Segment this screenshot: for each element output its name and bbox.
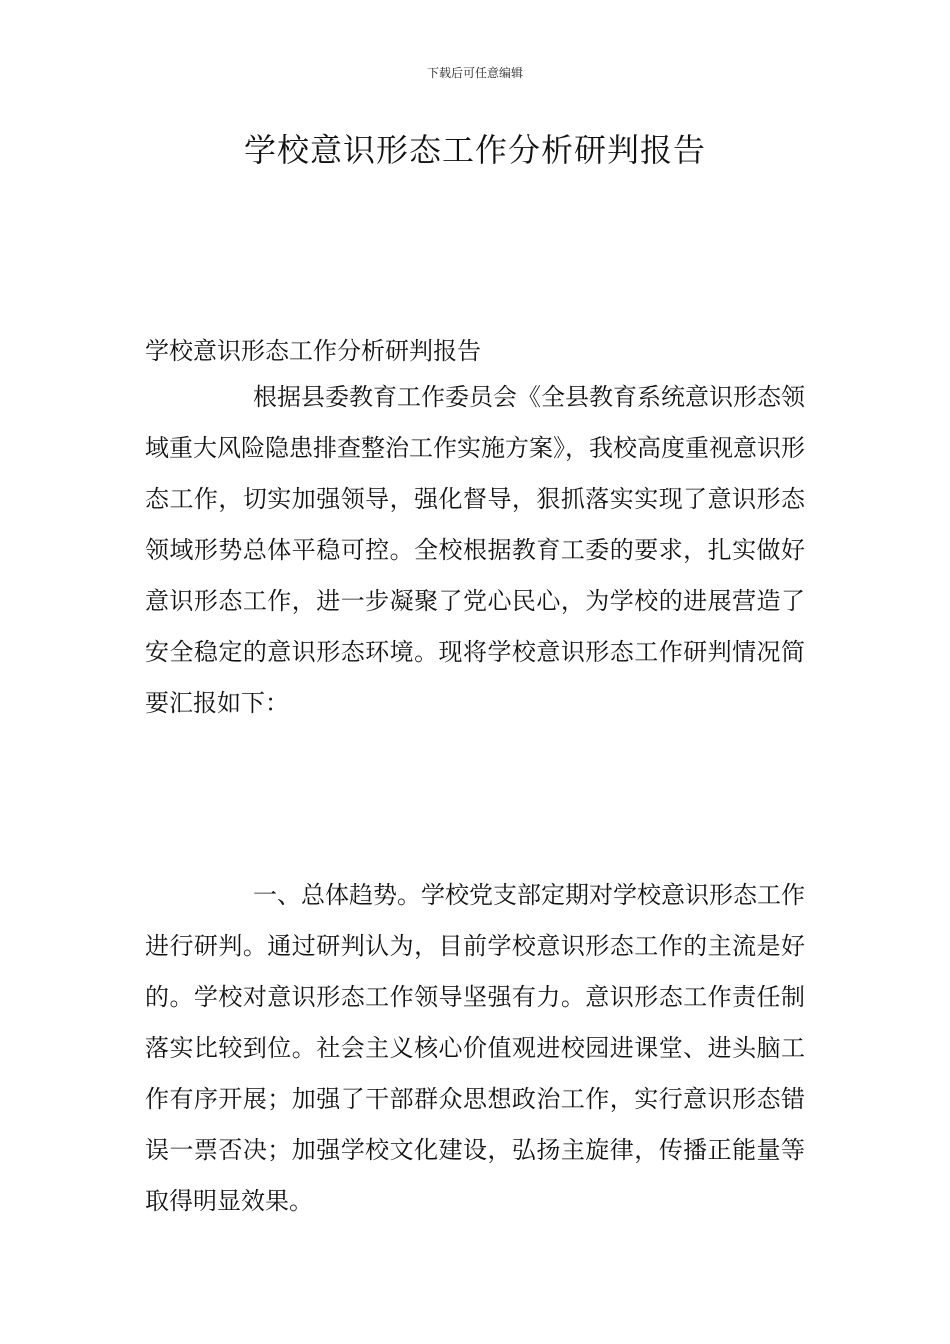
document-subtitle: 学校意识形态工作分析研判报告 <box>145 337 481 365</box>
paragraph-overall-trend: 一、总体趋势。学校党支部定期对学校意识形态工作进行研判。通过研判认为，目前学校意识形态工作的主流是好的。学校对意识形态工作领导坚强有力。意识形态工作责任制落实比较到位。社会主义核心价值观进校园进课堂、进头脑工作有序开展；加强了干部群众思想政治工作，实行意识形态错误一票否决；加强学校文化建设，弘扬主旋律，传播正能量等取得明显效果。 <box>145 881 805 1215</box>
document-title: 学校意识形态工作分析研判报告 <box>243 131 706 169</box>
paragraph-intro: 根据县委教育工作委员会《全县教育系统意识形态领域重大风险隐患排查整治工作实施方案》，我校高度重视意识形态工作，切实加强领导，强化督导，狠抓落实实现了意识形态领域形势总体平稳可控。全校根据教育工委的要求，扎实做好意识形态工作，进一步凝聚了党心民心，为学校的进展营造了安全稳定的意识形态环境。现将学校意识形态工作研判情况简要汇报如下： <box>145 383 805 717</box>
header-note: 下载后可任意编辑 <box>426 66 523 80</box>
